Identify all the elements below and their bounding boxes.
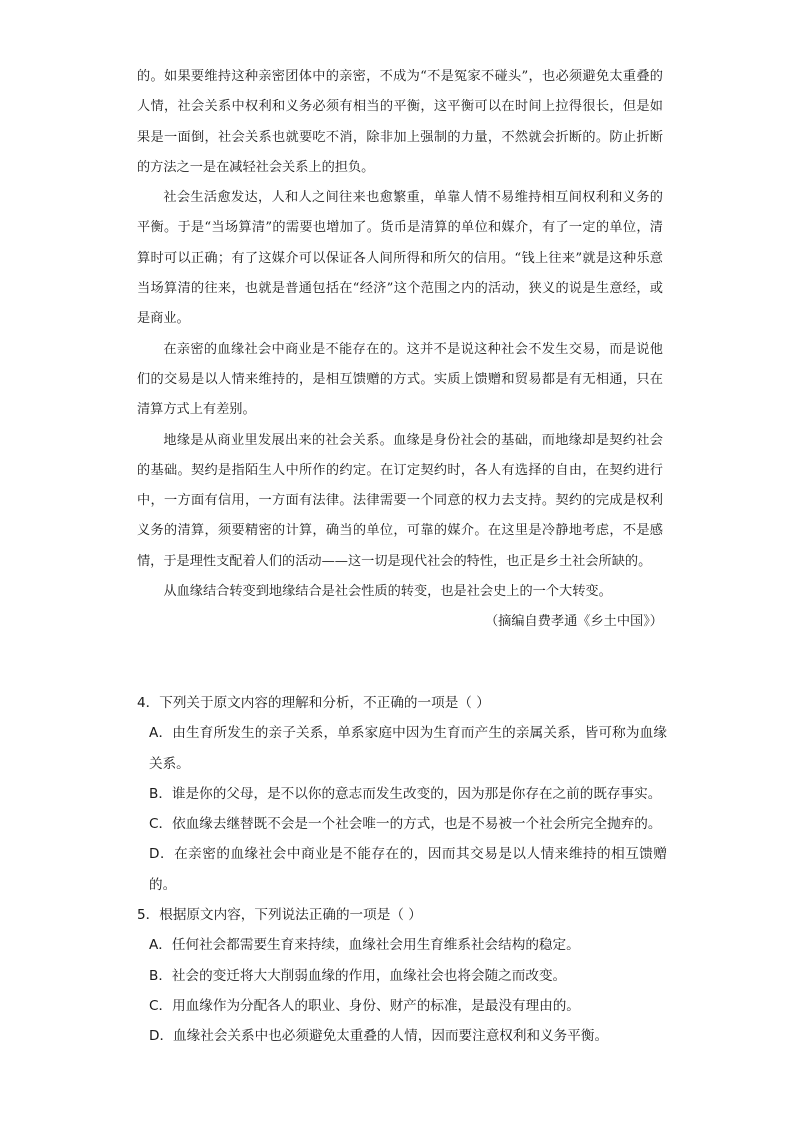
- option-d: D．血缘社会关系中也必须避免太重叠的人情，因而要注意权利和义务平衡。: [149, 1028, 609, 1045]
- question-stem: 4．下列关于原文内容的理解和分析，不正确的一项是（ ）: [137, 695, 490, 711]
- option-d: D．在亲密的血缘社会中商业是不能存在的，因而其交易是以人情来维持的相互馈赠的。: [149, 846, 667, 893]
- option-b: B．社会的变迁将大大削弱血缘的作用，血缘社会也将会随之而改变。: [149, 967, 567, 984]
- reading-passage: [137, 62, 663, 638]
- option-list: [137, 718, 667, 900]
- passage-paragraph-4: 地缘是从商业里发展出来的社会关系。血缘是身份社会的基础，而地缘却是契约社会的基础。契约是指陌生人中所作的约定。在订定契约时，各人有选择的自由，在契约进行中，一方面有信用，一方面有法律。法律需要一个同意的权力去支持。契约的完成是权利义务的清算，须要精密的计算，确当的单位，可靠的媒介。在这里是冷静地考虑，不是感情，于是理性支配着人们的活动——这一切是现代社会的特性，也正是乡土社会所缺的。: [137, 432, 663, 569]
- passage-paragraph-2: 社会生活愈发达，人和人之间往来也愈繁重，单靠人情不易维持相互间权利和义务的平衡。于是“当场算清”的需要也增加了。货币是清算的单位和媒介，有了一定的单位，清算时可以正确；有了这媒介可以保证各人间所得和所欠的信用。“钱上往来”就是这种乐意当场算清的往来，也就是普通包括在“经济”这个范围之内的活动，狭义的说是生意经，或是商业。: [137, 190, 663, 327]
- option-list: [137, 930, 667, 1051]
- question-section: [137, 688, 667, 1052]
- option-a: A．由生育所发生的亲子关系，单系家庭中因为生育而产生的亲属关系，皆可称为血缘关系。: [149, 725, 667, 772]
- option-b: B．谁是你的父母，是不以你的意志而发生改变的，因为那是你存在之前的既存事实。: [149, 785, 662, 802]
- question-4: [137, 688, 667, 900]
- option-a: A．任何社会都需要生育来持续，血缘社会用生育维系社会结构的稳定。: [149, 937, 580, 954]
- question-stem: 5．根据原文内容，下列说法正确的一项是（ ）: [137, 907, 422, 924]
- passage-paragraph-5: 从血缘结合转变到地缘结合是社会性质的转变，也是社会史上的一个大转变。: [163, 584, 612, 600]
- passage-paragraph-3: 在亲密的血缘社会中商业是不能存在的。这并不是说这种社会不发生交易，而是说他们的交易是以人情来维持的，是相互馈赠的方式。实质上馈赠和贸易都是有无相通，只在清算方式上有差别。: [137, 341, 663, 418]
- passage-paragraph-1: 的。如果要维持这种亲密团体中的亲密，不成为“不是冤家不碰头”，也必须避免太重叠的人情，社会关系中权利和义务必须有相当的平衡，这平衡可以在时间上拉得很长，但是如果是一面倒，社会关系也就要吃不消，除非加上强制的力量，不然就会折断的。防止折断的方法之一是在减轻社会关系上的担负。: [137, 69, 663, 175]
- passage-citation: （摘编自费孝通《乡土中国》）: [484, 614, 663, 630]
- option-c: C．依血缘去继替既不会是一个社会唯一的方式，也是不易被一个社会所完全抛弃的。: [149, 816, 662, 833]
- question-5: [137, 900, 667, 1051]
- option-c: C．用血缘作为分配各人的职业、身份、财产的标准，是最没有理由的。: [149, 997, 580, 1014]
